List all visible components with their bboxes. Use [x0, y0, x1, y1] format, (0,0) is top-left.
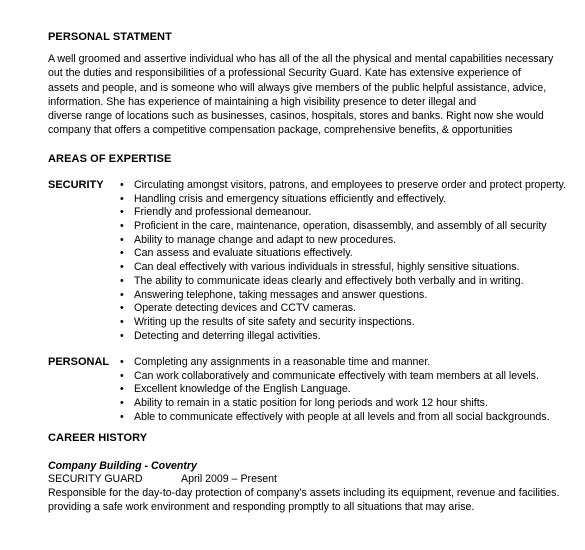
list-item: • Ability to remain in a static position for long periods and work 12 hour shifts. — [120, 396, 550, 410]
employment-dates: April 2009 – Present — [181, 473, 277, 485]
job-title: SECURITY GUARD — [48, 473, 143, 485]
list-item: • Can deal effectively with various individuals in stressful, highly sensitive situations. — [120, 260, 566, 274]
security-label: SECURITY — [48, 179, 104, 191]
areas-of-expertise-heading: AREAS OF EXPERTISE — [48, 153, 172, 165]
list-item: • Handling crisis and emergency situations efficiently and effectively. — [120, 192, 566, 206]
list-item: • Excellent knowledge of the English Language. — [120, 382, 550, 396]
list-item: • Operate detecting devices and CCTV cameras. — [120, 301, 566, 315]
list-item: • Can assess and evaluate situations effectively. — [120, 246, 566, 260]
list-item: • Friendly and professional demeanour. — [120, 205, 566, 219]
list-item: • Can work collaboratively and communicate effectively with team members at all levels. — [120, 369, 550, 383]
security-skills-list — [120, 178, 566, 342]
list-item: • Detecting and deterring illegal activities. — [120, 329, 566, 343]
list-item: • Completing any assignments in a reasonable time and manner. — [120, 355, 550, 369]
company-name: Company Building - Coventry — [48, 460, 197, 472]
list-item: • Able to communicate effectively with people at all levels and from all social backgrounds. — [120, 410, 550, 424]
list-item: • Circulating amongst visitors, patrons, and employees to preserve order and protect property. — [120, 178, 566, 192]
description-line: Responsible for the day-to-day protection of company's assets including its equipment, revenue and facilities. — [48, 487, 560, 499]
career-history-heading: CAREER HISTORY — [48, 432, 148, 444]
statement-line: information. She has experience of maintaining a high visibility presence to deter illegal and — [48, 95, 477, 108]
personal-skills-list — [120, 355, 550, 423]
statement-line: out the duties and responsibilities of a professional Security Guard. Kate has extensive experience of — [48, 67, 521, 80]
list-item: • Proficient in the care, maintenance, operation, disassembly, and assembly of all security — [120, 219, 566, 233]
list-item: • Writing up the results of site safety and security inspections. — [120, 315, 566, 329]
list-item: • Ability to manage change and adapt to new procedures. — [120, 233, 566, 247]
personal-statement-text — [48, 52, 568, 138]
description-line: providing a safe work environment and responding promptly to all situations that may arise. — [48, 501, 475, 514]
list-item: • The ability to communicate ideas clearly and effectively both verbally and in writing. — [120, 274, 566, 288]
personal-label: PERSONAL — [48, 356, 110, 368]
statement-line: diverse range of locations such as businesses, casinos, hospitals, stores and banks. Right now she would — [48, 110, 544, 123]
list-item: • Answering telephone, taking messages and answer questions. — [120, 288, 566, 302]
statement-line: assets and people, and is someone who will always give members of the public helpful assistance, advice, — [48, 81, 547, 94]
job-description — [48, 486, 568, 515]
statement-line: company that offers a competitive compensation package, comprehensive benefits, & opportunities — [48, 124, 513, 137]
personal-statement-heading: PERSONAL STATMENT — [48, 31, 172, 43]
statement-line: A well groomed and assertive individual who has all of the all the physical and mental capabilities necessary — [48, 53, 554, 65]
job-line — [48, 472, 548, 486]
